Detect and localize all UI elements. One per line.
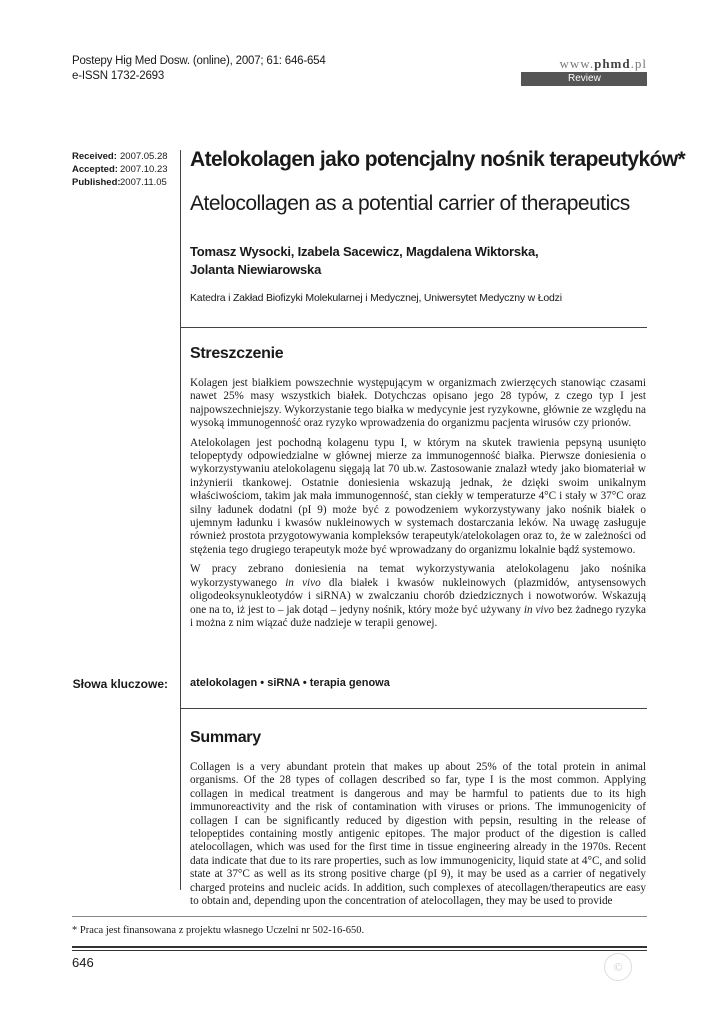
streszczenie-body (190, 377, 646, 636)
date-accepted: Accepted: 2007.10.23 (72, 164, 168, 175)
summary-heading: Summary (190, 729, 261, 746)
article-dates (72, 150, 168, 189)
footnote-rule (72, 916, 647, 917)
keywords-list: atelokolagen • siRNA • terapia genowa (190, 677, 390, 689)
footer-rule-thin (72, 950, 647, 951)
summary-paragraph-1: Collagen is a very abundant protein that makes up about 25% of the total protein in animal organisms. Of the 28 types of collagen described so far, type I is the most common. Applying collagen in medical treatment is dangerous and may be harmful to patients due to its high immunoreactivity and the risk of contamination with viruses or prions. The immunogenicity of collagen I can be significantly reduced by digestion with pepsin, resulting in the release of telopeptides containing mostly antigenic epitopes. The major product of the digestion is called atelocollagen, which was used for the first time in tissue engineering already in the 1970s. Recent data indicate that due to its rare properties, such as low immunogenicity, liquid state at 4°C, and solid state at 37°C as well as its strong positive charge (pI 9), it may be used as a carrier of negatively charged proteins and nucleic acids. In addition, such complexes of atecollagen/therapeutics are easy to obtain and, depending upon the concentration of atelocollagen, they may be used to provide (190, 761, 646, 908)
footer-rule (72, 946, 647, 948)
date-received: Received: 2007.05.28 (72, 151, 168, 162)
summary-body (190, 761, 646, 914)
title-english: Atelocollagen as a potential carrier of therapeutics (190, 192, 630, 215)
streszczenie-paragraph-2: Atelokolagen jest pochodną kolagenu typu I, w którym na skutek trawienia pepsyną usunięto telopeptydy odpowiedzialne w głównej mierze za immunogenność białka. Pierwsze doniesienia o wykorzystywaniu atelokolagenu sięgają lat 70 ub.w. Zastosowanie znalazł wtedy jako biomateriał w inżynierii tkankowej. Ostatnie doniesienia wskazują jednak, że dzięki swoim unikalnym właściwościom, takim jak mała immunogenność, stan ciekły w temperaturze 4°C i stały w 37°C oraz silny ładunek dodatni (pI 9) może być z powodzeniem wykorzystywany jako nośnik białek o ujemnym ładunku i kwasów nukleinowych w systemach dostarczania leków. Na uwagę zasługuje również prostota przygotowywania kompleksów terapeutyk/atelokolagen oraz to, że w zależności od stężenia tego drugiego terapeutyk może być wprowadzany do organizmu lokalnie bądź systemowo. (190, 436, 646, 556)
page-number: 646 (72, 955, 94, 970)
streszczenie-paragraph-1: Kolagen jest białkiem powszechnie występującym w organizmach zwierzęcych stanowiąc czasami nawet 25% masy wszystkich białek. Dotychczas opisano jego 28 typów, z czego typ I jest najpowszechniejszy. Wykorzystanie tego białka w medycynie jest ryzykowne, głównie ze względu na wysoką immunogenność oraz ryzyko wprowadzenia do organizmu pacjenta wirusów czy prionów. (190, 377, 646, 430)
footnote: * Praca jest finansowana z projektu własnego Uczelni nr 502-16-650. (72, 925, 365, 936)
site-url[interactable]: www.phmd.pl (559, 56, 647, 71)
authors-line-2: Jolanta Niewiarowska (190, 262, 322, 277)
keywords-label: Słowa kluczowe: (72, 677, 168, 691)
section-badge: Review (521, 72, 647, 86)
streszczenie-paragraph-3: W pracy zebrano doniesienia na temat wykorzystywania atelokolagenu jako nośnika wykorzystywanego in vivo dla białek i kwasów nukleinowych (plazmidów, antysensowych oligodeoksynukleotydów i siRNA) w zwalczaniu chorób dziedzicznych i nowotworów. Wskazują one na to, iż jest to – jak dotąd – jedyny nośnik, który może być używany in vivo bez żadnego ryzyka i można z nim wiązać duże nadzieje w terapii genowej. (190, 563, 647, 629)
title-polish: Atelokolagen jako potencjalny nośnik terapeutyków* (190, 148, 686, 171)
abstract-divider (180, 708, 647, 709)
date-published: Published: 2007.11.05 (72, 177, 167, 188)
publisher-logo-icon: © (604, 953, 632, 981)
journal-citation (72, 54, 326, 84)
left-margin-rule (180, 150, 181, 890)
authors-line-1: Tomasz Wysocki, Izabela Sacewicz, Magdalena Wiktorska, (190, 244, 539, 259)
author-list (190, 243, 630, 279)
streszczenie-heading: Streszczenie (190, 345, 284, 362)
journal-line-2: e-ISSN 1732-2693 (72, 70, 165, 82)
journal-line-1: Postepy Hig Med Dosw. (online), 2007; 61: 646-654 (72, 55, 326, 67)
header-divider (180, 327, 647, 328)
affiliation: Katedra i Zakład Biofizyki Molekularnej i Medycznej, Uniwersytet Medyczny w Łodzi (190, 292, 562, 304)
